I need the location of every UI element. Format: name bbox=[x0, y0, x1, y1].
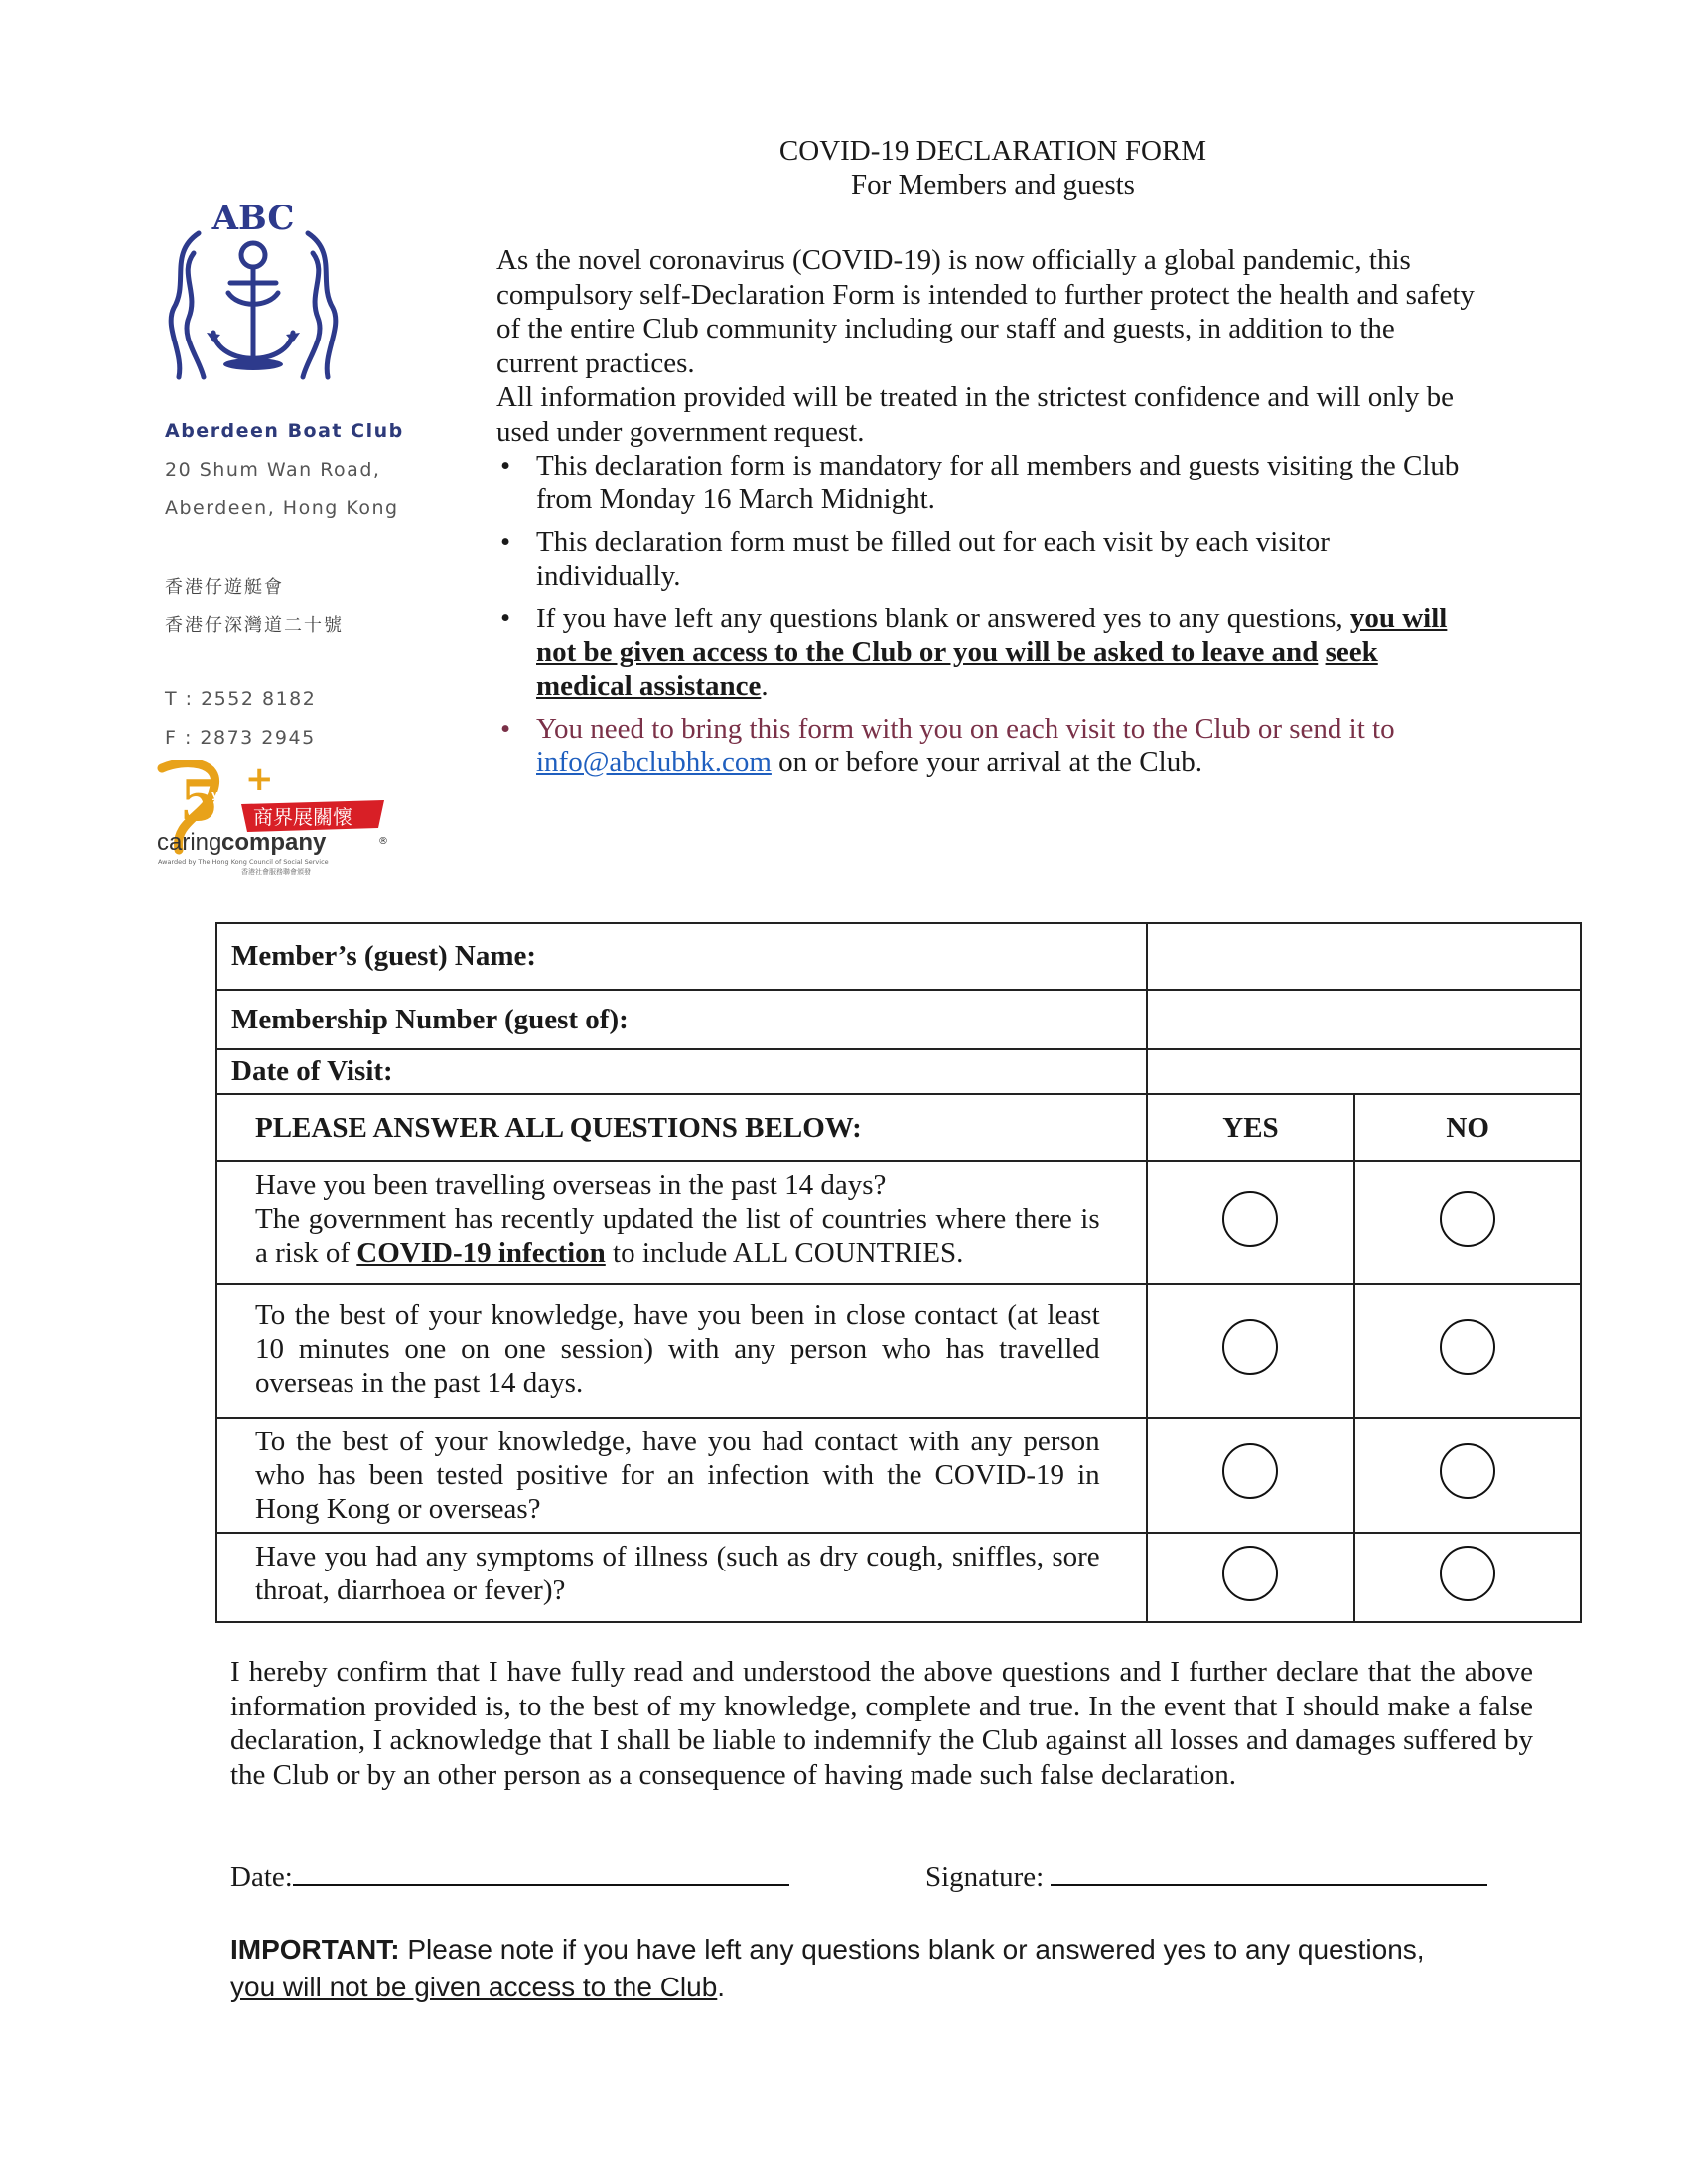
abc-anchor-dragons-logo bbox=[159, 194, 348, 392]
question-row bbox=[216, 1161, 1581, 1284]
q4-yes-radio[interactable] bbox=[1222, 1546, 1278, 1601]
membership-number-field[interactable] bbox=[1147, 990, 1581, 1049]
club-address-line2: Aberdeen, Hong Kong bbox=[165, 497, 399, 519]
instruction-item-warning: • If you have left any questions blank or answered yes to any questions, you will not be given access to the Club or you will be asked to leave and seek medical assistance. bbox=[500, 603, 1448, 702]
date-input-line[interactable] bbox=[293, 1858, 789, 1886]
instruction-item: • This declaration form is mandatory for all members and guests visiting the Club from Monday 16 March Midnight. bbox=[500, 450, 1460, 515]
q1-yes-radio[interactable] bbox=[1222, 1191, 1278, 1247]
club-name: Aberdeen Boat Club bbox=[165, 420, 404, 442]
questions-header: PLEASE ANSWER ALL QUESTIONS BELOW: bbox=[216, 1094, 1147, 1161]
instruction-item-submit: • You need to bring this form with you on each visit to the Club or send it to info@abclubhk.com on or before your arrival at the Club. bbox=[500, 713, 1395, 778]
form-title: COVID-19 DECLARATION FORM bbox=[778, 135, 1207, 167]
confirmation-statement: I hereby confirm that I have fully read and understood the above questions and I further declare that the above information provided is, to the best of my knowledge, complete and true. In the event that I should make a false declaration, I acknowledge that I shall be liable to indemnify the Club against all losses and damages suffered by the Club or by an other person as a consequence of having made such false declaration. bbox=[230, 1656, 1533, 1791]
instructions-list bbox=[496, 449, 1479, 788]
q3-no-radio[interactable] bbox=[1440, 1443, 1495, 1499]
declaration-table bbox=[215, 922, 1582, 1623]
caring-awarded-text: Awarded by The Hong Kong Council of Social Service bbox=[158, 858, 329, 866]
no-column-header: NO bbox=[1354, 1094, 1581, 1161]
important-text: Please note if you have left any questions blank or answered yes to any questions, bbox=[407, 1934, 1425, 1965]
yes-column-header: YES bbox=[1147, 1094, 1355, 1161]
signature-label: Signature: bbox=[925, 1861, 1045, 1893]
caring-plus: + bbox=[245, 760, 274, 799]
date-label: Date: bbox=[230, 1861, 293, 1893]
caring-text: caring bbox=[157, 829, 222, 856]
question-row bbox=[216, 1533, 1581, 1622]
instruction-item: • This declaration form must be filled out for each visit by each visitor individually. bbox=[500, 526, 1330, 592]
caring-awarded-cn-text: 香港社會服務聯會頒發 bbox=[241, 868, 311, 876]
q1-no-radio[interactable] bbox=[1440, 1191, 1495, 1247]
important-underlined-text: you will not be given access to the Club bbox=[230, 1972, 718, 2002]
question-3-text: To the best of your knowledge, have you had contact with any person who has been tested positive for an infection with the COVID-19 in Hong Kong or overseas? bbox=[216, 1418, 1147, 1533]
email-link[interactable]: info@abclubhk.com bbox=[536, 747, 772, 778]
svg-text:®: ® bbox=[378, 836, 388, 847]
question-row bbox=[216, 1418, 1581, 1533]
intro-text bbox=[496, 243, 1479, 449]
caring-company-logo bbox=[154, 760, 392, 884]
q4-no-radio[interactable] bbox=[1440, 1546, 1495, 1601]
question-4-text: Have you had any symptoms of illness (such as dry cough, sniffles, sore throat, diarrhoea or fever)? bbox=[216, 1533, 1147, 1622]
intro-paragraph-2: All information provided will be treated in the strictest confidence and will only be used under government request. bbox=[496, 381, 1454, 448]
question-row bbox=[216, 1284, 1581, 1418]
club-chinese-address: 香港仔深灣道二十號 bbox=[165, 615, 344, 636]
q2-yes-radio[interactable] bbox=[1222, 1319, 1278, 1375]
caring-years-label: years bbox=[211, 788, 246, 801]
caring-chinese-text: 商界展關懷 bbox=[253, 805, 352, 829]
q3-yes-radio[interactable] bbox=[1222, 1443, 1278, 1499]
club-address-line1: 20 Shum Wan Road, bbox=[165, 459, 381, 480]
important-label: IMPORTANT: bbox=[230, 1934, 400, 1965]
signature-input-line[interactable] bbox=[1051, 1858, 1487, 1886]
important-notice: IMPORTANT: Please note if you have left any questions blank or answered yes to any questions, you will not be given access to the Club. bbox=[230, 1934, 1425, 2002]
membership-number-label: Membership Number (guest of): bbox=[216, 990, 1147, 1049]
date-signature-field bbox=[230, 1858, 789, 1894]
intro-paragraph-1: As the novel coronavirus (COVID-19) is now officially a global pandemic, this compulsory self-Declaration Form is intended to further protect the health and safety of the entire Club community including our staff and guests, in addition to the current practices. bbox=[496, 244, 1475, 379]
date-of-visit-label: Date of Visit: bbox=[216, 1049, 1147, 1094]
company-text: company bbox=[221, 829, 327, 856]
signature-field bbox=[925, 1858, 1487, 1894]
club-chinese-name: 香港仔遊艇會 bbox=[165, 577, 284, 598]
question-1-text: Have you been travelling overseas in the past 14 days? The government has recently updated the list of countries where there is a risk of COVID-19 infection to include ALL COUNTRIES. bbox=[216, 1161, 1147, 1284]
member-name-label: Member’s (guest) Name: bbox=[216, 923, 1147, 990]
caring-years-number: 5 bbox=[180, 768, 218, 834]
member-name-field[interactable] bbox=[1147, 923, 1581, 990]
club-phone: T : 2552 8182 bbox=[165, 688, 317, 710]
club-fax: F : 2873 2945 bbox=[165, 727, 316, 749]
date-of-visit-field[interactable] bbox=[1147, 1049, 1581, 1094]
q2-no-radio[interactable] bbox=[1440, 1319, 1495, 1375]
question-2-text: To the best of your knowledge, have you been in close contact (at least 10 minutes one on one session) with any person who has travelled overseas in the past 14 days. bbox=[216, 1284, 1147, 1418]
logo-abc-text: ABC bbox=[211, 199, 295, 238]
form-subtitle: For Members and guests bbox=[851, 169, 1135, 201]
